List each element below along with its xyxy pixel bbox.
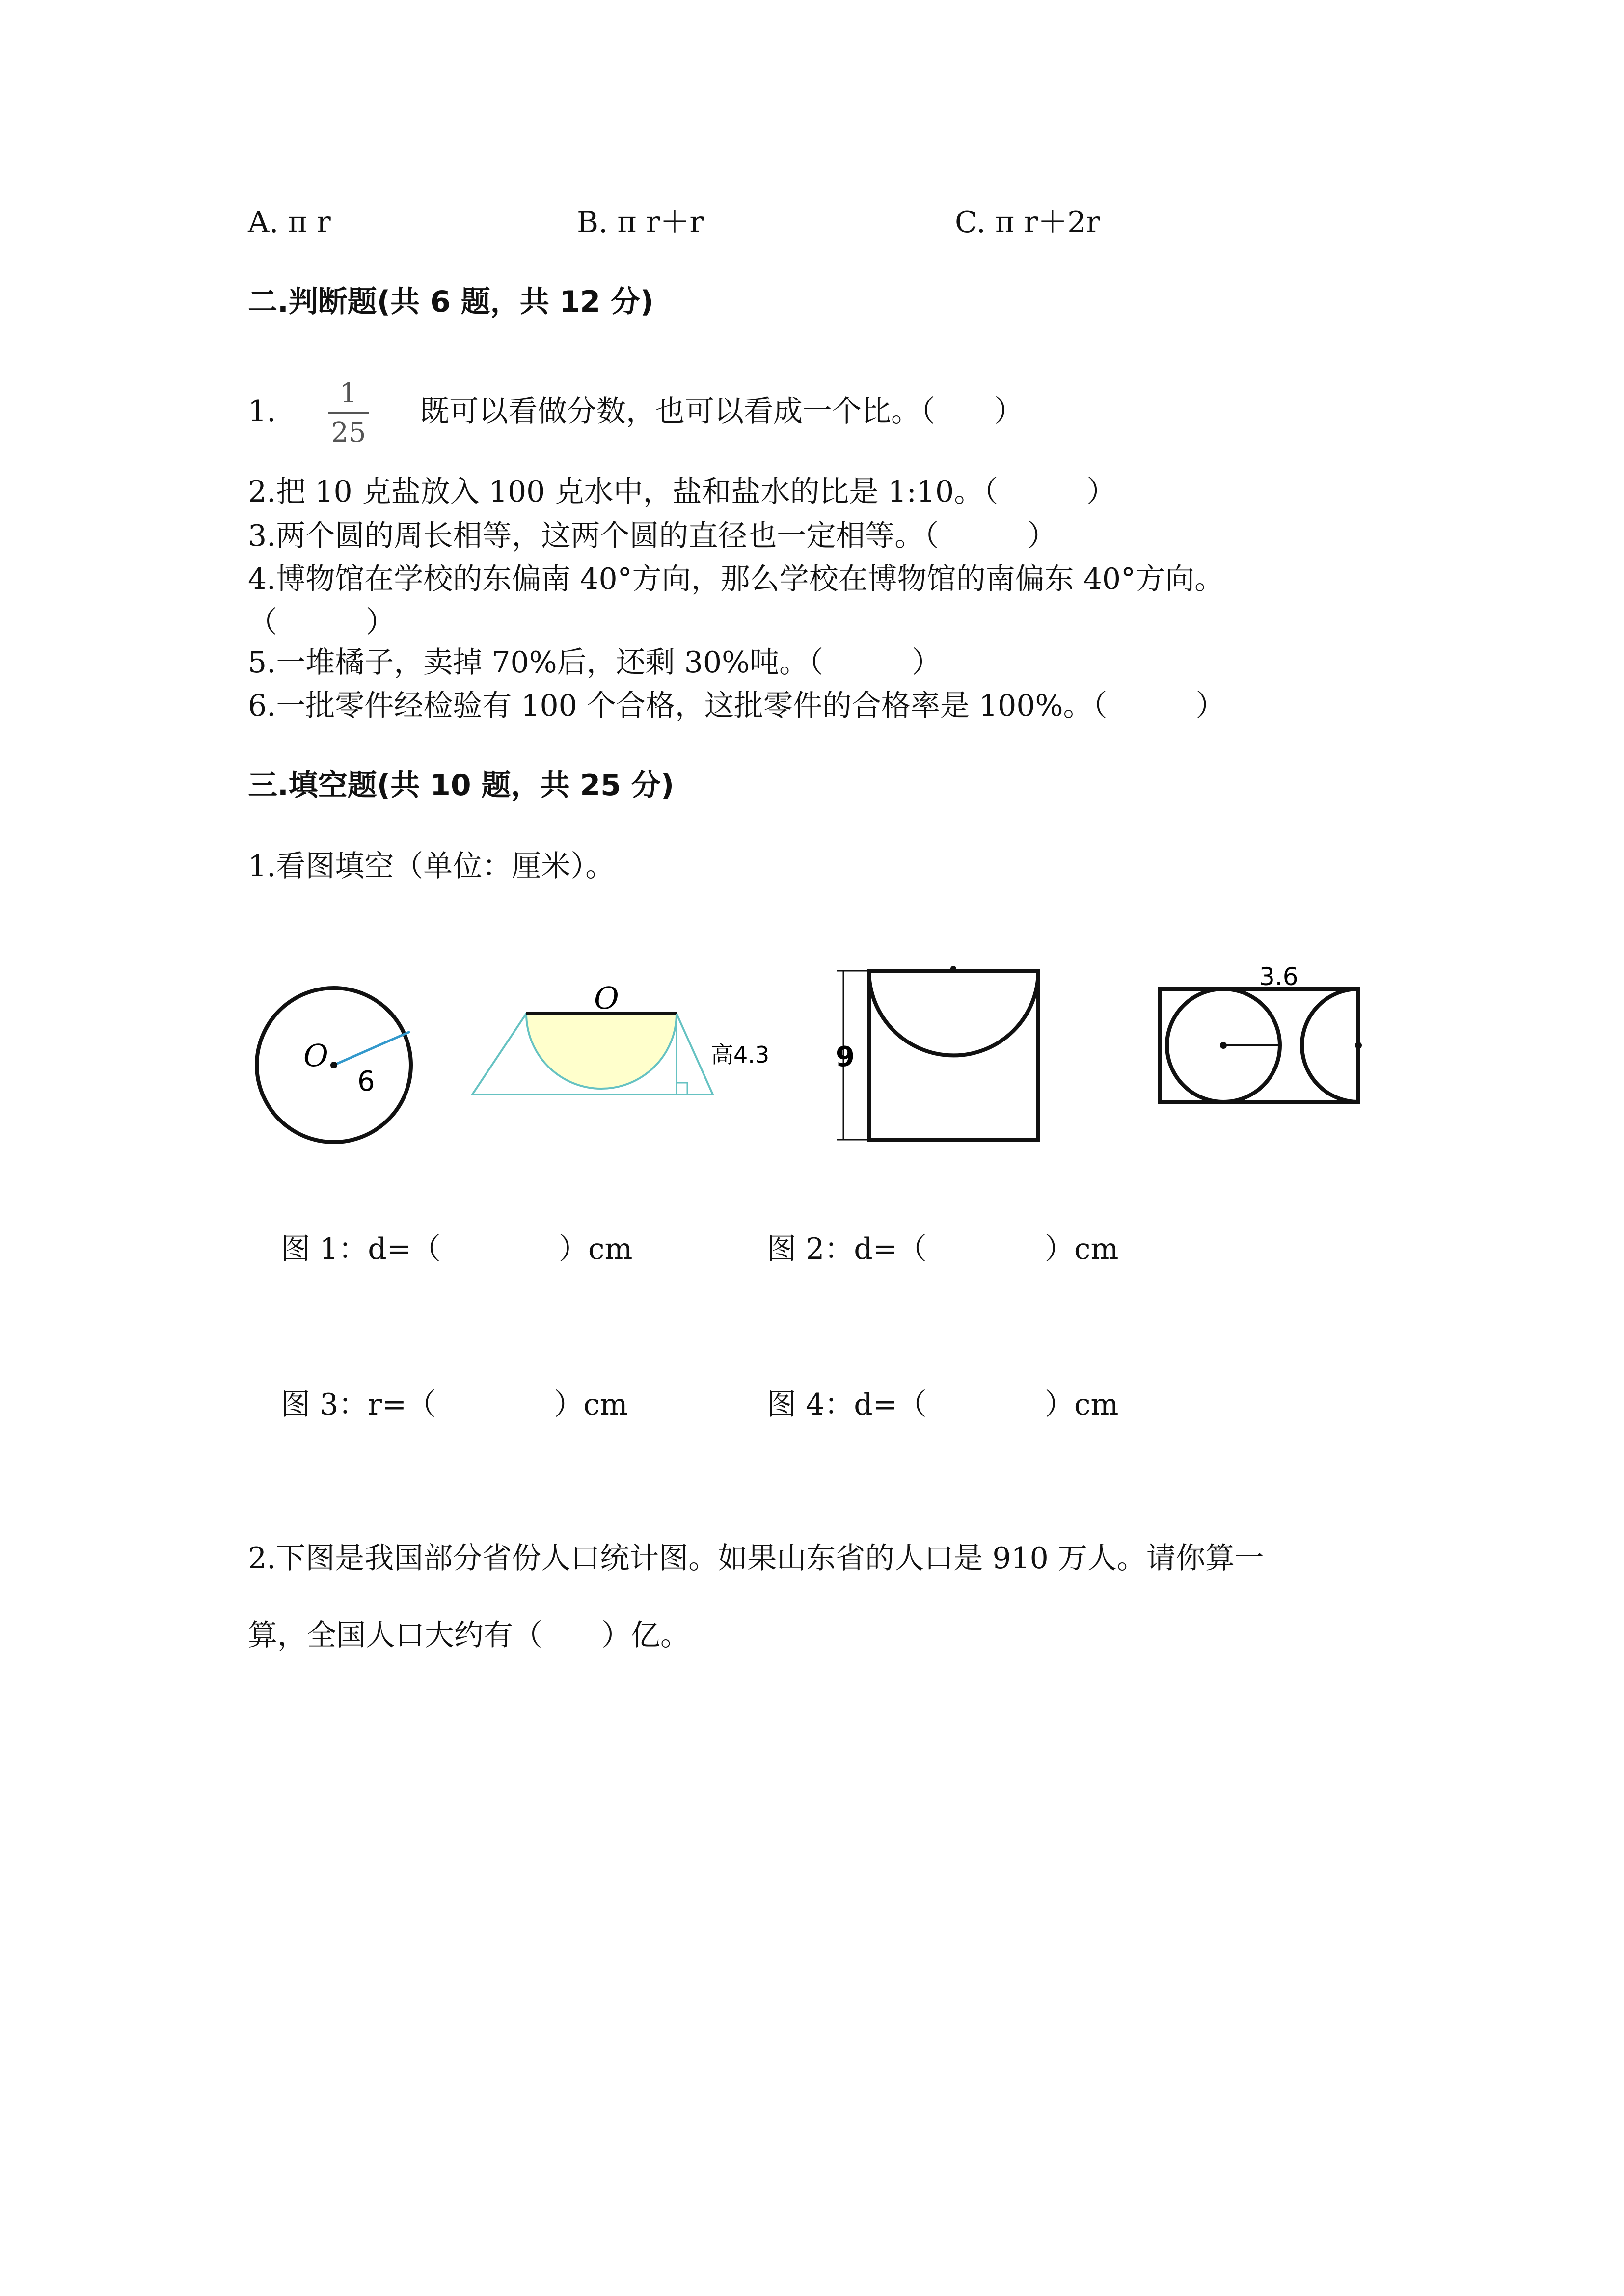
q6-text: 6.一批零件经检验有 100 个合格，这批零件的合格率是 100%。（ ）	[248, 689, 1225, 723]
q1-number: 1.	[248, 394, 276, 428]
figure-1-circle	[245, 977, 422, 1153]
center-label: O	[303, 1038, 328, 1073]
option-c: C. π r＋2r	[955, 205, 1100, 240]
option-b: B. π r＋r	[577, 205, 704, 240]
s3-q2-line2: 算，全国人口大约有（ ）亿。	[248, 1618, 690, 1653]
center-dot	[1220, 1042, 1227, 1049]
fraction-1-25	[326, 378, 371, 449]
fig3-blank: 图 3：r=（ ）cm	[281, 1388, 628, 1422]
s3-q2-line1: 2.下图是我国部分省份人口统计图。如果山东省的人口是 910 万人。请你算一	[248, 1541, 1264, 1575]
q2-text: 2.把 10 克盐放入 100 克水中，盐和盐水的比是 1:10。（ ）	[248, 475, 1116, 509]
section3-title: 三.填空题(共 10 题，共 25 分)	[248, 768, 675, 802]
height-label: 高4.3	[711, 1041, 770, 1068]
radius-label: 6	[357, 1066, 375, 1097]
semicircle-shape	[526, 1014, 677, 1089]
figure-4-rectangle-circles	[1154, 960, 1370, 1131]
semicircle-arc	[869, 971, 1038, 1055]
center-dot	[330, 1062, 337, 1068]
option-a: A. π r	[248, 205, 331, 240]
semicircle-arc	[1302, 989, 1358, 1102]
radius-line	[334, 1032, 410, 1065]
q4-text-line2: （ ）	[248, 605, 395, 640]
fig2-blank: 图 2：d=（ ）cm	[767, 1232, 1119, 1266]
top-label: 3.6	[1259, 962, 1299, 991]
q3-text: 3.两个圆的周长相等，这两个圆的直径也一定相等。（ ）	[248, 519, 1057, 553]
center-label: O	[594, 980, 619, 1016]
right-angle-mark	[677, 1083, 687, 1095]
q5-text: 5.一堆橘子，卖掉 70%后，还剩 30%吨。（ ）	[248, 645, 942, 680]
figure-3-square-semicircle	[830, 962, 1046, 1148]
fraction-bar	[328, 412, 369, 414]
figure-2-semicircle-trapezoid	[471, 980, 785, 1114]
s3-q1-text: 1.看图填空（单位：厘米）。	[248, 849, 615, 883]
semicircle-center-dot	[1355, 1042, 1362, 1049]
fraction-numerator: 1	[340, 377, 357, 409]
q4-text-line1: 4.博物馆在学校的东偏南 40°方向，那么学校在博物馆的南偏东 40°方向。	[248, 562, 1224, 596]
fig1-blank: 图 1：d=（ ）cm	[281, 1232, 633, 1266]
section2-title: 二.判断题(共 6 题，共 12 分)	[248, 285, 654, 319]
center-dot	[950, 966, 956, 972]
side-label: 9	[836, 1041, 855, 1073]
fig4-blank: 图 4：d=（ ）cm	[767, 1388, 1119, 1422]
q1-text: 既可以看做分数，也可以看成一个比。（ ）	[420, 394, 1024, 428]
fraction-denominator: 25	[331, 417, 366, 449]
